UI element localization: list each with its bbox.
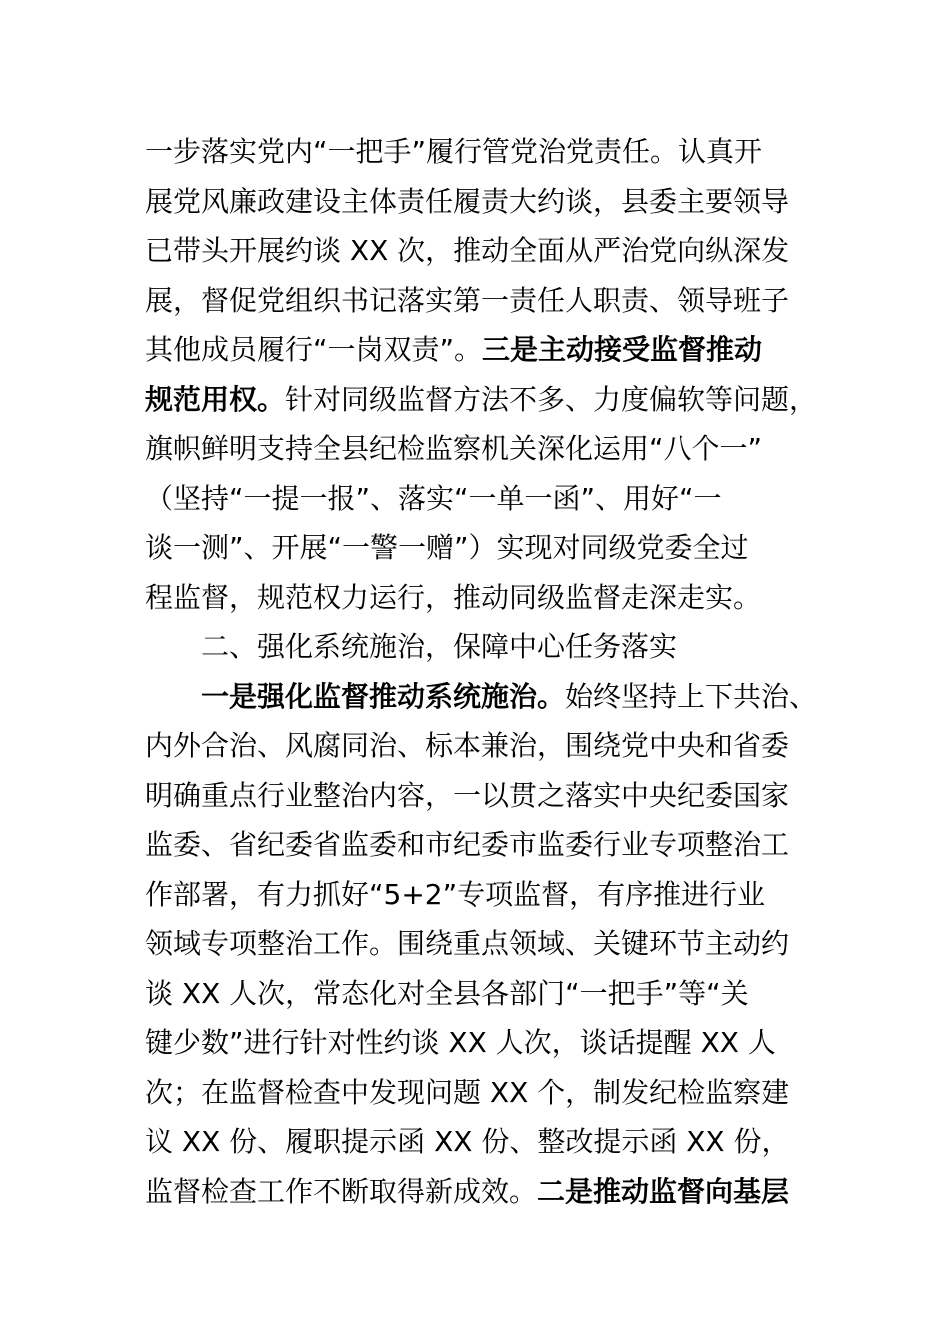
text-line	[145, 1117, 825, 1167]
section-heading	[145, 622, 825, 672]
text-segment: 键少数”进行针对性约谈 XX 人次，谈话提醒 XX 人	[145, 1026, 776, 1059]
text-segment: 一步落实党内“一把手”履行管党治党责任。认真开	[145, 135, 763, 168]
text-segment: 议 XX 份、履职提示函 XX 份、整改提示函 XX 份，	[145, 1125, 790, 1158]
text-segment: 其他成员履行“一岗双责”。	[145, 333, 483, 366]
text-line	[145, 771, 825, 821]
text-line	[145, 721, 825, 771]
text-segment: 内外合治、风腐同治、标本兼治，围绕党中央和省委	[145, 729, 790, 762]
text-line	[145, 424, 825, 474]
text-line	[145, 177, 825, 227]
text-line	[145, 1068, 825, 1118]
text-line	[145, 523, 825, 573]
text-line	[145, 919, 825, 969]
text-line	[145, 820, 825, 870]
text-segment: 展党风廉政建设主体责任履责大约谈，县委主要领导	[145, 184, 790, 218]
text-line	[145, 127, 825, 177]
text-segment: 谈 XX 人次，常态化对全县各部门“一把手”等“关	[145, 976, 749, 1010]
text-line	[145, 226, 825, 276]
text-line	[145, 1167, 825, 1217]
text-line	[145, 375, 825, 425]
text-line	[145, 969, 825, 1019]
text-segment: 始终坚持上下共治、	[565, 679, 818, 713]
text-line	[145, 1018, 825, 1068]
text-segment: 针对同级监督方法不多、力度偏软等问题，	[285, 382, 818, 416]
text-segment: 次；在监督检查中发现问题 XX 个，制发纪检监察建	[145, 1075, 790, 1109]
text-segment: 明确重点行业整治内容，一以贯之落实中央纪委国家	[145, 778, 790, 812]
text-segment: （坚持“一提一报”、落实“一单一函”、用好“一	[145, 481, 722, 515]
text-line	[145, 672, 825, 722]
text-segment: 旗帜鲜明支持全县纪检监察机关深化运用“八个一”	[145, 432, 763, 465]
text-line	[145, 870, 825, 920]
text-segment: 领域专项整治工作。围绕重点领域、关键环节主动约	[145, 927, 790, 960]
text-line	[145, 474, 825, 524]
bold-heading-segment: 规范用权。	[145, 382, 286, 416]
text-line	[145, 573, 825, 623]
text-segment: 监委、省纪委省监委和市纪委市监委行业专项整治工	[145, 828, 790, 861]
body-text	[145, 127, 825, 1216]
text-segment: 谈一测”、开展“一警一赠”）实现对同级党委全过	[145, 531, 749, 564]
text-segment: 已带头开展约谈 XX 次，推动全面从严治党向纵深发	[145, 234, 790, 267]
section-heading-text: 二、强化系统施治，保障中心任务落实	[201, 630, 678, 663]
text-segment: 监督检查工作不断取得新成效。	[145, 1174, 538, 1208]
bold-heading-segment: 二是推动监督向基层	[537, 1174, 790, 1208]
text-segment: 作部署，有力抓好“5+2”专项监督，有序推进行业	[145, 877, 766, 911]
text-line	[145, 325, 825, 375]
text-segment: 程监督，规范权力运行，推动同级监督走深走实。	[145, 580, 762, 614]
text-line	[145, 276, 825, 326]
bold-heading-segment: 一是强化监督推动系统施治。	[201, 679, 566, 713]
text-segment: 展，督促党组织书记落实第一责任人职责、领导班子	[145, 283, 790, 317]
bold-heading-segment: 三是主动接受监督推动	[482, 333, 763, 366]
